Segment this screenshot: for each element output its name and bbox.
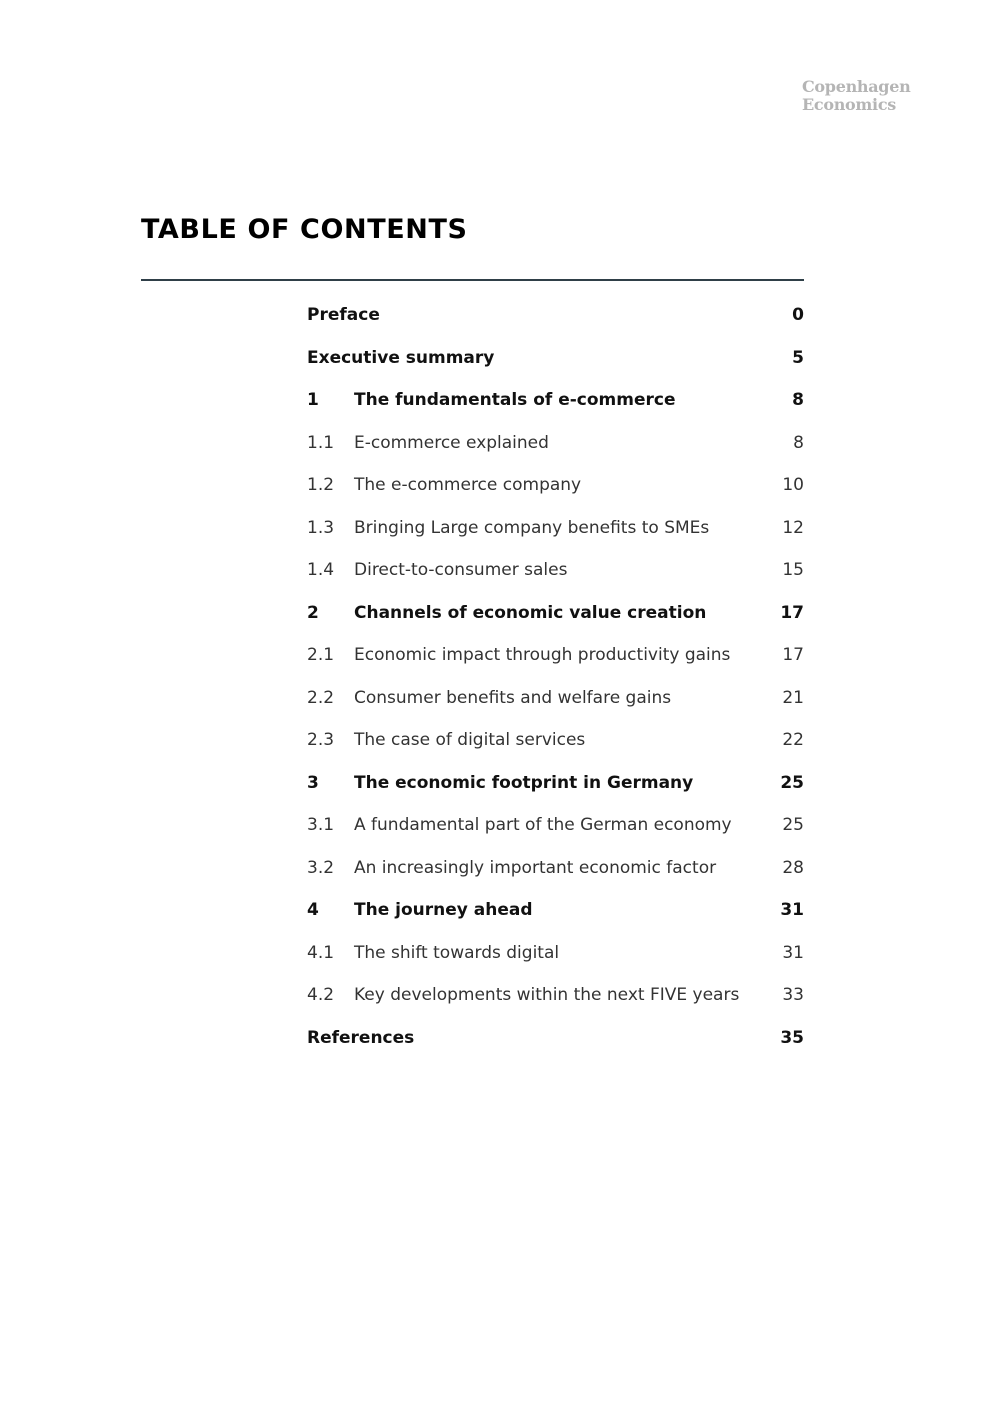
toc-entry[interactable] bbox=[307, 634, 804, 677]
toc-entry-number: 3.1 bbox=[307, 815, 335, 835]
table-of-contents bbox=[307, 294, 804, 1059]
toc-entry-page: 22 bbox=[782, 730, 804, 750]
toc-entry[interactable] bbox=[307, 379, 804, 422]
toc-entry-page: 33 bbox=[782, 985, 804, 1005]
logo-line-2: Economics bbox=[802, 95, 896, 114]
toc-entry-title: Economic impact through productivity gains bbox=[354, 645, 731, 665]
toc-entry-number: 4.2 bbox=[307, 985, 335, 1005]
toc-entry-title: Direct-to-consumer sales bbox=[354, 560, 568, 580]
toc-entry[interactable] bbox=[307, 719, 804, 762]
toc-entry-number: 4 bbox=[307, 900, 319, 920]
toc-entry-title: E-commerce explained bbox=[354, 432, 549, 453]
toc-entry[interactable] bbox=[307, 294, 804, 337]
toc-entry-number: 3 bbox=[307, 772, 319, 793]
toc-entry-page: 17 bbox=[782, 645, 804, 665]
toc-entry[interactable] bbox=[307, 464, 804, 507]
toc-entry-number: 4.1 bbox=[307, 942, 335, 963]
toc-entry-number: 2.3 bbox=[307, 730, 335, 750]
toc-entry-title: Preface bbox=[307, 305, 380, 325]
toc-entry-title: The case of digital services bbox=[354, 730, 586, 750]
toc-entry[interactable] bbox=[307, 592, 804, 635]
toc-entry-page: 28 bbox=[782, 857, 804, 878]
toc-entry-number: 2 bbox=[307, 602, 319, 623]
toc-entry-title: An increasingly important economic factor bbox=[354, 857, 717, 878]
toc-entry[interactable] bbox=[307, 1017, 804, 1060]
toc-entry-page: 8 bbox=[793, 432, 804, 453]
toc-entry-number: 2.1 bbox=[307, 645, 335, 665]
toc-entry-title: The economic footprint in Germany bbox=[354, 772, 694, 793]
toc-entry-page: 31 bbox=[780, 900, 804, 920]
toc-entry-title: Bringing Large company benefits to SMEs bbox=[354, 517, 710, 538]
toc-entry-number: 1 bbox=[307, 390, 319, 410]
logo-line-1: Copenhagen bbox=[802, 77, 911, 96]
toc-entry-page: 17 bbox=[780, 602, 804, 623]
company-logo bbox=[802, 78, 910, 114]
toc-entry-page: 5 bbox=[792, 347, 804, 368]
toc-entry-title: The shift towards digital bbox=[354, 942, 560, 963]
toc-entry-title: Consumer benefits and welfare gains bbox=[354, 687, 672, 708]
toc-entry[interactable] bbox=[307, 549, 804, 592]
title-divider bbox=[141, 279, 804, 281]
toc-entry-page: 10 bbox=[782, 475, 804, 495]
toc-entry-title: The fundamentals of e-commerce bbox=[354, 390, 676, 410]
toc-entry-page: 35 bbox=[780, 1027, 804, 1048]
toc-entry-number: 3.2 bbox=[307, 857, 335, 878]
toc-entry-number: 1.3 bbox=[307, 517, 335, 538]
toc-entry-page: 15 bbox=[782, 560, 804, 580]
toc-entry-title: Channels of economic value creation bbox=[354, 602, 707, 623]
toc-entry-page: 31 bbox=[782, 942, 804, 963]
toc-entry[interactable] bbox=[307, 889, 804, 932]
toc-entry-page: 12 bbox=[782, 517, 804, 538]
toc-entry-page: 8 bbox=[792, 390, 804, 410]
toc-entry[interactable] bbox=[307, 677, 804, 720]
toc-entry-title: References bbox=[307, 1027, 415, 1048]
toc-entry[interactable] bbox=[307, 974, 804, 1017]
toc-entry-number: 1.2 bbox=[307, 475, 335, 495]
toc-entry-title: Executive summary bbox=[307, 347, 495, 368]
toc-entry[interactable] bbox=[307, 804, 804, 847]
toc-entry-title: A fundamental part of the German economy bbox=[354, 815, 732, 835]
page-title: TABLE OF CONTENTS bbox=[141, 214, 468, 245]
toc-entry[interactable] bbox=[307, 422, 804, 465]
toc-entry-title: Key developments within the next FIVE years bbox=[354, 985, 740, 1005]
toc-entry-number: 1.4 bbox=[307, 560, 335, 580]
toc-entry-page: 25 bbox=[782, 815, 804, 835]
toc-entry-number: 2.2 bbox=[307, 687, 335, 708]
toc-entry[interactable] bbox=[307, 932, 804, 975]
toc-entry[interactable] bbox=[307, 847, 804, 890]
toc-entry-page: 21 bbox=[782, 687, 804, 708]
toc-entry[interactable] bbox=[307, 337, 804, 380]
toc-entry-page: 0 bbox=[792, 305, 804, 325]
toc-entry-title: The journey ahead bbox=[354, 900, 533, 920]
toc-entry-page: 25 bbox=[780, 772, 804, 793]
toc-entry-title: The e-commerce company bbox=[354, 475, 582, 495]
toc-entry-number: 1.1 bbox=[307, 432, 335, 453]
toc-entry[interactable] bbox=[307, 507, 804, 550]
toc-entry[interactable] bbox=[307, 762, 804, 805]
